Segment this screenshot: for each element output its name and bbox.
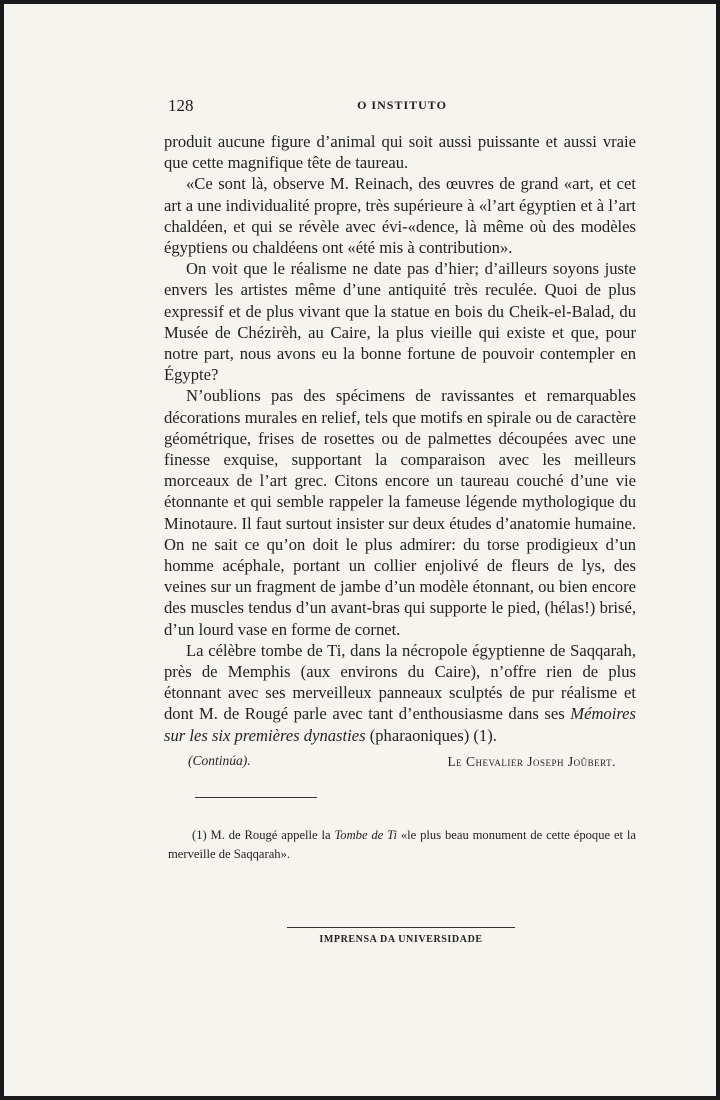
- footnote-divider: [195, 797, 317, 798]
- paragraph: «Ce sont là, observe M. Reinach, des œuvres de grand «art, et cet art a une individualité propre, très supérieure à «l’art égyptien et à l’art chaldéen, et qui se révèle avec évi-«dence, là même où des modèles égyptiens ou chaldéens ont «été mis à contribution».: [164, 174, 636, 258]
- italic-title: Mémoires sur les six premières dynasties: [164, 704, 636, 745]
- footnote: [168, 826, 636, 864]
- paragraph: On voit que le réalisme ne date pas d’hier; d’ailleurs soyons juste envers les artistes même d’une antiquité très reculée. Quoi de plus expressif et de plus vivant que la statue en bois du Cheik-el-Balad, du Musée de Chézirèh, au Caire, la plus vieille qui existe et que, pour notre part, nous avons eu la bonne fortune de pouvoir contempler en Égypte?: [164, 259, 636, 385]
- journal-title: O INSTITUTO: [357, 98, 447, 112]
- paragraph: N’oublions pas des spécimens de ravissantes et remarquables décorations murales en relief, tels que motifs en spirale ou de caractère géométrique, frises de rosettes ou de palmettes découpées avec une finesse exquise, supportant la comparaison avec les meilleurs morceaux de l’art grec. Citons encore un taureau couché d’une vie étonnante et qui semble rappeler la fameuse légende mythologique du Minotaure. Il faut surtout insister sur deux études d’anatomie humaine. On ne sait ce qu’on doit le plus admirer: du torse prodigieux d’un homme acéphale, portant un collier enjolivé de fleurs de lys, des veines sur un fragment de jambe d’un modèle étonnant, ou bien encore des muscles tendus d’un avant-bras qui supporte le pied, (hélas!) brisé, d’un lourd vase en forme de cornet.: [164, 386, 636, 639]
- paragraph-last: [164, 640, 636, 746]
- paragraph-text: (pharaoniques) (1).: [365, 725, 497, 745]
- signature-line: [188, 751, 616, 773]
- paragraph-text: La célèbre tombe de Ti, dans la nécropole égyptienne de Saqqarah, près de Memphis (aux environs du Caire), n’offre rien de plus étonnant avec ses merveilleux panneaux sculptés de pur réalisme et dont M. de Rougé parle avec tant d’enthousiasme dans ses: [164, 640, 636, 724]
- main-text: [164, 131, 636, 746]
- footnote-text: [168, 826, 636, 864]
- running-head: [168, 96, 636, 116]
- imprint-divider: [287, 927, 515, 928]
- author-signature: Le Chevalier Joseph Joûbert.: [447, 754, 616, 769]
- footnote-part: «le plus beau monument de cette époque et la merveille de Saqqarah».: [168, 828, 636, 861]
- page-number: 128: [168, 96, 194, 115]
- paragraph: produit aucune figure d’animal qui soit aussi puissante et aussi vraie que cette magnifique tête de taureau.: [164, 132, 636, 173]
- footnote-part: (1) M. de Rougé appelle la: [192, 828, 335, 842]
- footnote-italic-title: Tombe de Ti: [334, 828, 397, 842]
- continua-note: (Continúa).: [188, 753, 251, 768]
- printer-imprint: IMPRENSA DA UNIVERSIDADE: [319, 934, 483, 945]
